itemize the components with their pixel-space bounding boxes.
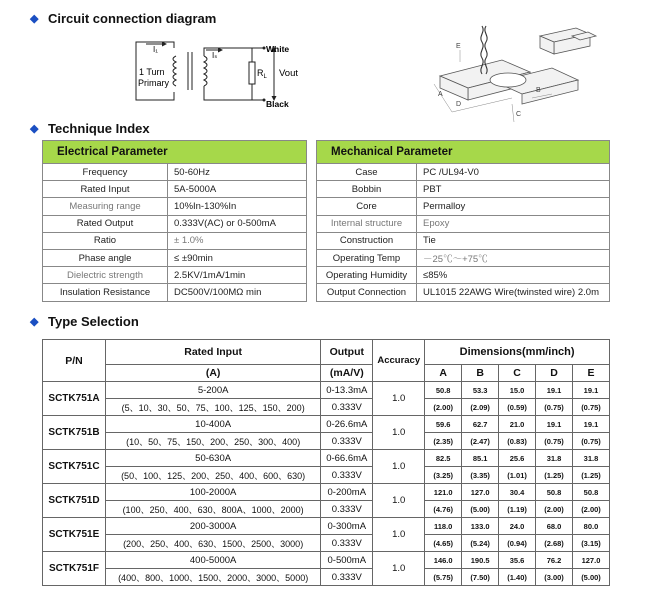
header-rated-input: Rated Input	[105, 340, 320, 365]
dim-mm-e: 19.1	[572, 416, 609, 433]
rated-input-steps: (5、10、30、50、75、100、125、150、200)	[105, 399, 320, 416]
electrical-param-name: Ratio	[43, 232, 168, 249]
electrical-param-value: 0.333V(AC) or 0-500mA	[168, 215, 307, 232]
electrical-row	[43, 232, 307, 249]
dim-mm-c: 35.6	[499, 552, 536, 569]
header-dim-d: D	[536, 365, 573, 382]
circuit-label-i1: I₁	[153, 45, 158, 54]
rated-input-range: 100-2000A	[105, 484, 320, 501]
circuit-label-vout: Vout	[279, 68, 299, 79]
rated-input-range: 50-630A	[105, 450, 320, 467]
dim-inch-a: (4.76)	[425, 501, 462, 518]
part-number: SCTK751B	[43, 416, 106, 450]
dim-inch-a: (2.35)	[425, 433, 462, 450]
dim-mm-d: 31.8	[536, 450, 573, 467]
dim-inch-c: (1.40)	[499, 569, 536, 586]
mechanical-param-name: Core	[317, 198, 417, 215]
mechanical-param-name: Construction	[317, 232, 417, 249]
dim-inch-b: (2.47)	[462, 433, 499, 450]
accuracy-value: 1.0	[373, 450, 425, 484]
dim-mm-a: 50.8	[425, 382, 462, 399]
header-rated-input-unit: (A)	[105, 365, 320, 382]
type-row	[43, 382, 610, 399]
header-dim-b: B	[462, 365, 499, 382]
dim-mm-b: 127.0	[462, 484, 499, 501]
accuracy-value: 1.0	[373, 518, 425, 552]
dim-inch-a: (3.25)	[425, 467, 462, 484]
dim-mm-a: 118.0	[425, 518, 462, 535]
dim-inch-e: (3.15)	[572, 535, 609, 552]
dim-mm-e: 31.8	[572, 450, 609, 467]
dim-inch-d: (1.25)	[536, 467, 573, 484]
mechanical-param-name: Operating Temp	[317, 249, 417, 266]
dim-inch-e: (1.25)	[572, 467, 609, 484]
type-row	[43, 450, 610, 467]
output-voltage: 0.333V	[321, 467, 373, 484]
type-row	[43, 416, 610, 433]
part-number: SCTK751A	[43, 382, 106, 416]
mechanical-param-value: －25℃～+75℃	[417, 249, 610, 266]
dim-inch-e: (0.75)	[572, 433, 609, 450]
type-row-sub	[43, 433, 610, 450]
dim-mm-b: 190.5	[462, 552, 499, 569]
accuracy-value: 1.0	[373, 416, 425, 450]
header-output: Output	[321, 340, 373, 365]
electrical-row	[43, 284, 307, 301]
dim-mm-b: 53.3	[462, 382, 499, 399]
electrical-header: Electrical Parameter	[43, 141, 307, 164]
mechanical-row	[317, 284, 610, 301]
output-current: 0-13.3mA	[321, 382, 373, 399]
mechanical-param-value: UL1015 22AWG Wire(twinsted wire) 2.0m	[417, 284, 610, 301]
dim-inch-d: (0.75)	[536, 399, 573, 416]
section-title-technique	[30, 121, 150, 136]
dim-inch-e: (0.75)	[572, 399, 609, 416]
rated-input-range: 400-5000A	[105, 552, 320, 569]
mechanical-drawing	[412, 22, 612, 128]
type-row-sub	[43, 467, 610, 484]
mechanical-header: Mechanical Parameter	[317, 141, 610, 164]
circuit-diagram	[132, 38, 304, 110]
accuracy-value: 1.0	[373, 552, 425, 586]
electrical-row	[43, 164, 307, 181]
circuit-label-primary-2: Primary	[138, 78, 169, 88]
bullet-diamond-icon: ◆	[30, 316, 39, 328]
header-dim-a: A	[425, 365, 462, 382]
rated-input-range: 200-3000A	[105, 518, 320, 535]
mechanical-row	[317, 249, 610, 266]
part-number: SCTK751D	[43, 484, 106, 518]
electrical-param-name: Insulation Resistance	[43, 284, 168, 301]
dim-mm-a: 121.0	[425, 484, 462, 501]
dim-mm-b: 62.7	[462, 416, 499, 433]
type-row-sub	[43, 501, 610, 518]
rated-input-steps: (400、800、1000、1500、2000、3000、5000)	[105, 569, 320, 586]
rated-input-range: 5-200A	[105, 382, 320, 399]
dim-inch-c: (0.59)	[499, 399, 536, 416]
mechanical-row	[317, 267, 610, 284]
type-row	[43, 484, 610, 501]
dim-inch-a: (5.75)	[425, 569, 462, 586]
type-row	[43, 552, 610, 569]
dim-mm-d: 19.1	[536, 382, 573, 399]
mechanical-row	[317, 198, 610, 215]
mechanical-param-name: Bobbin	[317, 181, 417, 198]
rated-input-steps: (200、250、400、630、1500、2500、3000)	[105, 535, 320, 552]
bullet-diamond-icon: ◆	[30, 13, 39, 25]
section-title-type-label: Type Selection	[48, 314, 139, 329]
header-dim-c: C	[499, 365, 536, 382]
rated-input-steps: (10、50、75、150、200、250、300、400)	[105, 433, 320, 450]
dim-mm-e: 50.8	[572, 484, 609, 501]
header-dimensions: Dimensions(mm/inch)	[425, 340, 610, 365]
section-title-circuit-label: Circuit connection diagram	[48, 11, 217, 26]
header-output-unit: (mA/V)	[321, 365, 373, 382]
mechanical-parameter-table	[316, 140, 610, 302]
dim-mm-d: 76.2	[536, 552, 573, 569]
dim-mm-c: 30.4	[499, 484, 536, 501]
output-current: 0-500mA	[321, 552, 373, 569]
output-voltage: 0.333V	[321, 535, 373, 552]
type-row-sub	[43, 569, 610, 586]
mechanical-param-value: Tie	[417, 232, 610, 249]
circuit-label-rl-sub: L	[263, 74, 267, 80]
dim-inch-e: (2.00)	[572, 501, 609, 518]
dim-mm-b: 133.0	[462, 518, 499, 535]
dim-label-a: A	[438, 91, 443, 98]
dim-label-c: C	[516, 111, 522, 118]
dim-inch-d: (2.68)	[536, 535, 573, 552]
mechanical-param-value: PBT	[417, 181, 610, 198]
dim-inch-d: (0.75)	[536, 433, 573, 450]
dim-inch-c: (1.01)	[499, 467, 536, 484]
header-pn: P/N	[43, 340, 106, 382]
electrical-row	[43, 181, 307, 198]
dim-mm-e: 19.1	[572, 382, 609, 399]
electrical-param-name: Rated Input	[43, 181, 168, 198]
accuracy-value: 1.0	[373, 484, 425, 518]
rated-input-steps: (50、100、125、200、250、400、600、630)	[105, 467, 320, 484]
dim-inch-b: (2.09)	[462, 399, 499, 416]
part-number: SCTK751C	[43, 450, 106, 484]
dim-inch-a: (2.00)	[425, 399, 462, 416]
electrical-param-name: Phase angle	[43, 249, 168, 266]
section-title-circuit	[30, 11, 217, 26]
section-title-type	[30, 314, 139, 329]
circuit-label-primary-1: 1 Turn	[139, 67, 165, 77]
dim-mm-b: 85.1	[462, 450, 499, 467]
rated-input-range: 10-400A	[105, 416, 320, 433]
mechanical-param-name: Case	[317, 164, 417, 181]
circuit-label-is: Iₛ	[212, 51, 218, 60]
dim-mm-d: 68.0	[536, 518, 573, 535]
electrical-row	[43, 249, 307, 266]
electrical-row	[43, 198, 307, 215]
mechanical-row	[317, 181, 610, 198]
mechanical-row	[317, 215, 610, 232]
dim-label-b: B	[536, 87, 541, 94]
electrical-parameter-table	[42, 140, 307, 302]
electrical-param-name: Rated Output	[43, 215, 168, 232]
dim-inch-d: (2.00)	[536, 501, 573, 518]
rated-input-steps: (100、250、400、630、800A、1000、2000)	[105, 501, 320, 518]
electrical-param-value: ≤ ±90min	[168, 249, 307, 266]
electrical-param-value: ± 1.0%	[168, 232, 307, 249]
output-voltage: 0.333V	[321, 399, 373, 416]
mechanical-row	[317, 232, 610, 249]
dim-inch-c: (0.94)	[499, 535, 536, 552]
electrical-row	[43, 215, 307, 232]
mechanical-param-value: PC /UL94-V0	[417, 164, 610, 181]
mechanical-param-name: Output Connection	[317, 284, 417, 301]
type-selection-table	[42, 339, 610, 586]
dim-inch-d: (3.00)	[536, 569, 573, 586]
dim-inch-b: (7.50)	[462, 569, 499, 586]
dim-mm-e: 80.0	[572, 518, 609, 535]
mechanical-param-value: Permalloy	[417, 198, 610, 215]
circuit-label-white: White	[266, 44, 290, 54]
electrical-param-name: Measuring range	[43, 198, 168, 215]
dim-inch-b: (3.35)	[462, 467, 499, 484]
mechanical-row	[317, 164, 610, 181]
output-current: 0-26.6mA	[321, 416, 373, 433]
part-number: SCTK751F	[43, 552, 106, 586]
circuit-label-black: Black	[266, 99, 289, 109]
output-current: 0-66.6mA	[321, 450, 373, 467]
electrical-param-value: 2.5KV/1mA/1min	[168, 267, 307, 284]
dim-inch-b: (5.24)	[462, 535, 499, 552]
output-voltage: 0.333V	[321, 433, 373, 450]
output-current: 0-200mA	[321, 484, 373, 501]
circuit-label-rl	[257, 68, 268, 80]
output-voltage: 0.333V	[321, 501, 373, 518]
output-current: 0-300mA	[321, 518, 373, 535]
mechanical-param-name: Internal structure	[317, 215, 417, 232]
dim-label-e: E	[456, 43, 461, 50]
electrical-param-value: 50-60Hz	[168, 164, 307, 181]
electrical-param-name: Dielectric strength	[43, 267, 168, 284]
electrical-param-name: Frequency	[43, 164, 168, 181]
type-row	[43, 518, 610, 535]
electrical-param-value: DC500V/100MΩ min	[168, 284, 307, 301]
dim-inch-c: (1.19)	[499, 501, 536, 518]
header-dim-e: E	[572, 365, 609, 382]
dim-mm-d: 50.8	[536, 484, 573, 501]
electrical-param-value: 5A-5000A	[168, 181, 307, 198]
output-voltage: 0.333V	[321, 569, 373, 586]
header-accuracy: Accuracy	[373, 340, 425, 382]
dim-mm-a: 82.5	[425, 450, 462, 467]
dim-mm-c: 21.0	[499, 416, 536, 433]
mechanical-param-value: ≤85%	[417, 267, 610, 284]
dim-mm-a: 146.0	[425, 552, 462, 569]
dim-mm-e: 127.0	[572, 552, 609, 569]
dim-label-d: D	[456, 101, 462, 108]
type-row-sub	[43, 399, 610, 416]
mechanical-param-value: Epoxy	[417, 215, 610, 232]
dim-mm-c: 25.6	[499, 450, 536, 467]
bullet-diamond-icon: ◆	[30, 123, 39, 135]
mechanical-param-name: Operating Humidity	[317, 267, 417, 284]
dim-mm-d: 19.1	[536, 416, 573, 433]
dim-inch-e: (5.00)	[572, 569, 609, 586]
dim-inch-a: (4.65)	[425, 535, 462, 552]
dim-mm-c: 24.0	[499, 518, 536, 535]
dim-mm-a: 59.6	[425, 416, 462, 433]
section-title-technique-label: Technique Index	[48, 121, 150, 136]
type-row-sub	[43, 535, 610, 552]
electrical-param-value: 10%In-130%In	[168, 198, 307, 215]
dim-inch-c: (0.83)	[499, 433, 536, 450]
dim-mm-c: 15.0	[499, 382, 536, 399]
electrical-row	[43, 267, 307, 284]
circuit-label-rl-main: R	[257, 68, 264, 78]
accuracy-value: 1.0	[373, 382, 425, 416]
part-number: SCTK751E	[43, 518, 106, 552]
dim-inch-b: (5.00)	[462, 501, 499, 518]
